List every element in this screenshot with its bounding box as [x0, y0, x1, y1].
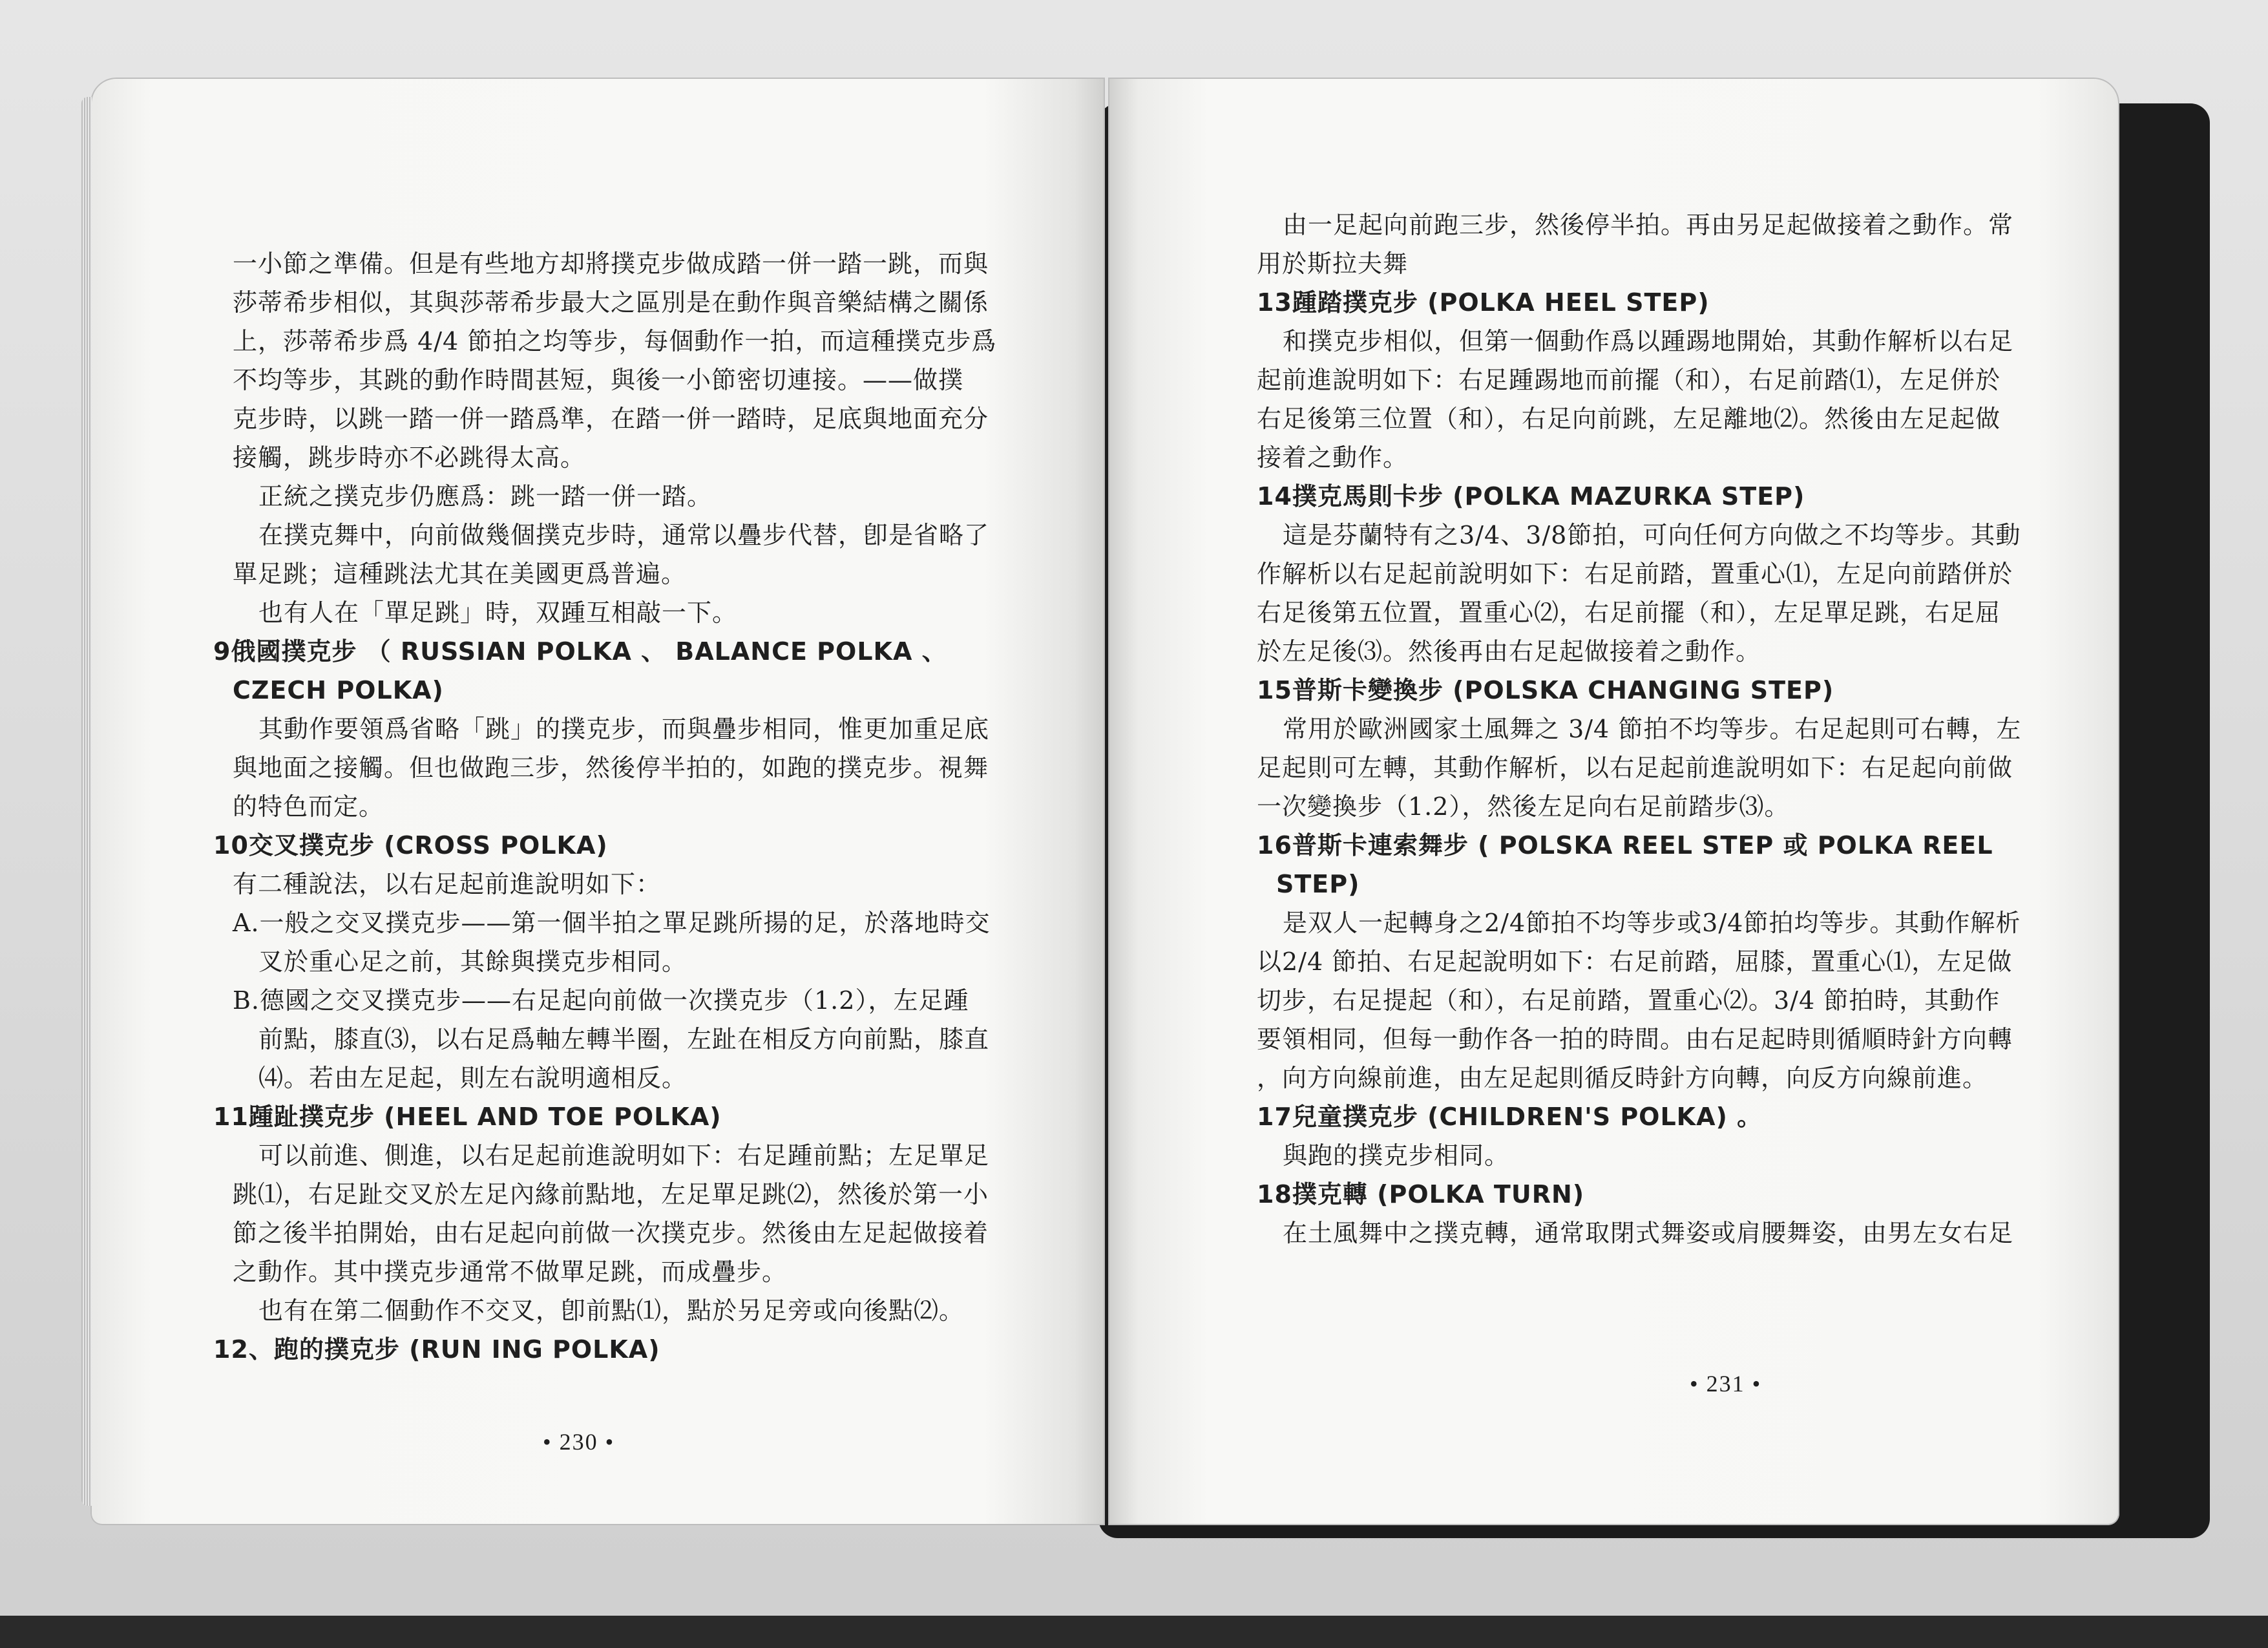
section-heading: 15普斯卡變換步 (POLSKA CHANGING STEP)	[1257, 676, 1834, 704]
text-line: 也有人在「單足跳」時，双踵互相敲一下。	[258, 598, 738, 627]
section-heading: 9俄國撲克步 （ RUSSIAN POLKA 、 BALANCE POLKA 、	[213, 637, 947, 666]
text-line: 與地面之接觸。但也做跑三步，然後停半拍的，如跑的撲克步。視舞	[233, 754, 989, 782]
text-line: 這是芬蘭特有之3/4、3/8節拍，可向任何方向做之不均等步。其動	[1283, 521, 2021, 549]
text-line: 和撲克步相似，但第一個動作爲以踵踢地開始，其動作解析以右足	[1283, 327, 2014, 355]
text-line: ，向方向線前進，由左足起則循反時針方向轉，向反方向線前進。	[1257, 1064, 1988, 1092]
text-line: 上，莎蒂希步爲 4/4 節拍之均等步，每個動作一拍，而這種撲克步爲	[233, 327, 997, 355]
text-line: 的特色而定。	[233, 792, 384, 821]
right-page-text	[1257, 206, 2097, 1252]
page-number: • 231 •	[1690, 1371, 1762, 1397]
text-line: B.德國之交叉撲克步——右足起向前做一次撲克步（1.2），左足踵	[233, 986, 969, 1015]
text-line: 常用於歐洲國家土風舞之 3/4 節拍不均等步。右足起則可右轉，左	[1283, 715, 2022, 743]
section-heading: 18撲克轉 (POLKA TURN)	[1257, 1180, 1585, 1209]
page-number: • 230 •	[543, 1429, 615, 1455]
text-line: 一小節之準備。但是有些地方却將撲克步做成踏一併一踏一跳，而與	[233, 249, 989, 278]
section-heading: STEP)	[1276, 870, 1360, 898]
text-line: 右足後第五位置，置重心⑵，右足前擺（和），左足單足跳，右足屈	[1257, 598, 2001, 627]
text-line: 足起則可左轉，其動作解析，以右足起前進說明如下：右足起向前做	[1257, 754, 2013, 782]
text-line: 在撲克舞中，向前做幾個撲克步時，通常以疊步代替，卽是省略了	[258, 521, 990, 549]
text-line: 要領相同，但每一動作各一拍的時間。由右足起時則循順時針方向轉	[1257, 1025, 2013, 1053]
text-line: 於左足後⑶。然後再由右足起做接着之動作。	[1257, 637, 1761, 666]
right-page	[1108, 78, 2119, 1525]
text-line: 跳⑴，右足趾交叉於左足內緣前點地，左足單足跳⑵，然後於第一小	[233, 1180, 989, 1209]
text-line: 節之後半拍開始，由右足起向前做一次撲克步。然後由左足起做接着	[233, 1219, 989, 1247]
section-heading: 16普斯卡連索舞步 ( POLSKA REEL STEP 或 POLKA REEL	[1257, 831, 1993, 860]
text-line: 克步時，以跳一踏一併一踏爲準，在踏一併一踏時，足底與地面充分	[233, 405, 989, 433]
section-heading: 13踵踏撲克步 (POLKA HEEL STEP)	[1257, 288, 1710, 317]
text-line: 在土風舞中之撲克轉，通常取閉式舞姿或肩腰舞姿，由男左女右足	[1283, 1219, 2014, 1247]
text-line: 以2/4 節拍、右足起說明如下：右足前踏，屈膝，置重心⑴，左足做	[1257, 947, 2013, 976]
text-line: 是双人一起轉身之2/4節拍不均等步或3/4節拍均等步。其動作解析	[1283, 909, 2021, 937]
text-line: ⑷。若由左足起，則左右說明適相反。	[258, 1064, 688, 1092]
left-page-text	[213, 244, 1073, 1369]
text-line: 由一足起向前跑三步，然後停半拍。再由另足起做接着之動作。常	[1283, 211, 2014, 239]
text-line: 叉於重心足之前，其餘與撲克步相同。	[258, 947, 688, 976]
page-edges	[81, 97, 92, 1506]
text-line: 單足跳；這種跳法尤其在美國更爲普遍。	[233, 560, 687, 588]
text-line: 可以前進、側進，以右足起前進說明如下：右足踵前點；左足單足	[258, 1141, 990, 1170]
text-line: 之動作。其中撲克步通常不做單足跳，而成疊步。	[233, 1258, 788, 1286]
section-heading: 12、跑的撲克步 (RUN ING POLKA)	[213, 1335, 660, 1364]
open-book	[90, 78, 2119, 1538]
text-line: 與跑的撲克步相同。	[1283, 1141, 1510, 1170]
text-line: 莎蒂希步相似，其與莎蒂希步最大之區別是在動作與音樂結構之關係	[233, 288, 989, 317]
section-heading: 11踵趾撲克步 (HEEL AND TOE POLKA)	[213, 1103, 722, 1131]
text-line: A.一般之交叉撲克步——第一個半拍之單足跳所揚的足，於落地時交	[233, 909, 991, 937]
scanner-edge	[0, 1616, 2268, 1648]
section-heading: 10交叉撲克步 (CROSS POLKA)	[213, 831, 608, 860]
text-line: 其動作要領爲省略「跳」的撲克步，而與疊步相同，惟更加重足底	[258, 715, 990, 743]
section-heading: 14撲克馬則卡步 (POLKA MAZURKA STEP)	[1257, 482, 1805, 511]
text-line: 作解析以右足起前說明如下：右足前踏，置重心⑴，左足向前踏併於	[1257, 560, 2013, 588]
text-line: 不均等步，其跳的動作時間甚短，與後一小節密切連接。——做撲	[233, 366, 964, 394]
left-page	[90, 78, 1105, 1525]
section-heading: CZECH POLKA)	[233, 676, 444, 704]
text-line: 起前進說明如下：右足踵踢地而前擺（和），右足前踏⑴，左足併於	[1257, 366, 2001, 394]
text-line: 接觸，跳步時亦不必跳得太高。	[233, 443, 586, 472]
text-line: 右足後第三位置（和），右足向前跳，左足離地⑵。然後由左足起做	[1257, 405, 2001, 433]
text-line: 有二種說法，以右足起前進說明如下：	[233, 870, 662, 898]
text-line: 用於斯拉夫舞	[1257, 249, 1409, 278]
text-line: 一次變換步（1.2），然後左足向右足前踏步⑶。	[1257, 792, 1790, 821]
text-line: 接着之動作。	[1257, 443, 1409, 472]
text-line: 正統之撲克步仍應爲：跳一踏一併一踏。	[258, 482, 713, 511]
text-line: 前點，膝直⑶，以右足爲軸左轉半圈，左趾在相反方向前點，膝直	[258, 1025, 990, 1053]
section-heading: 17兒童撲克步 (CHILDREN'S POLKA) 。	[1257, 1103, 1763, 1131]
text-line: 切步，右足提起（和），右足前踏，置重心⑵。3/4 節拍時，其動作	[1257, 986, 2000, 1015]
text-line: 也有在第二個動作不交叉，卽前點⑴，點於另足旁或向後點⑵。	[258, 1296, 965, 1325]
